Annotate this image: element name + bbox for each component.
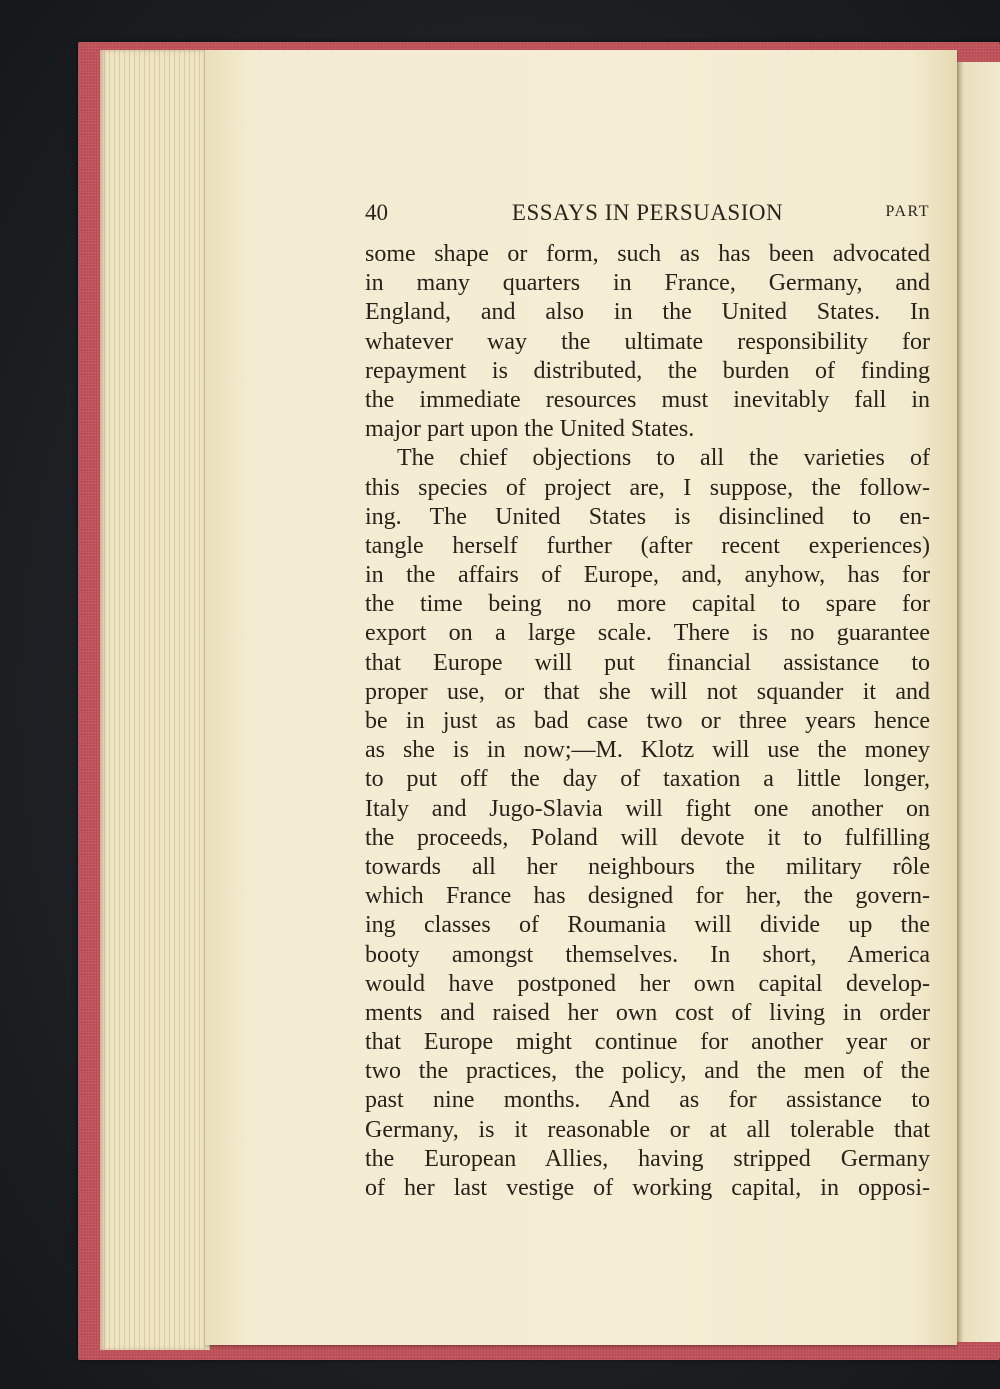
text-line: tangle herself further (after recent experiences) [365,532,930,559]
text-line: which France has designed for her, the govern- [365,883,930,910]
section-label: PART [885,203,930,220]
text-line: that Europe will put financial assistance to [365,649,930,676]
running-head [365,200,930,230]
text-line: ments and raised her own cost of living in order [365,999,930,1026]
text-line: England, and also in the United States. In [365,299,930,326]
text-line: be in just as bad case two or three years hence [365,708,930,734]
text-line: some shape or form, such as has been advocated [365,241,930,267]
text-line: the European Allies, having stripped Germany [365,1145,930,1172]
text-line: Germany, is it reasonable or at all tolerable that [365,1116,930,1143]
text-line: Italy and Jugo-Slavia will fight one another on [365,795,930,822]
text-line: ing. The United States is disinclined to en- [365,503,930,530]
text-line: the time being no more capital to spare for [365,591,930,618]
text-line: The chief objections to all the varieties of [397,445,930,472]
text-line: towards all her neighbours the military rôle [365,853,930,880]
text-line: whatever way the ultimate responsibility for [365,328,930,355]
page-number: 40 [365,200,388,225]
text-line: would have postponed her own capital develop- [365,970,930,997]
book-page [205,50,957,1345]
text-line: of her last vestige of working capital, in opposi- [365,1175,930,1201]
text-line: two the practices, the policy, and the men of the [365,1058,930,1085]
facing-page-edge [952,62,1000,1342]
running-title: ESSAYS IN PERSUASION [511,200,784,225]
text-line: the proceeds, Poland will devote it to fulfilling [365,824,930,851]
text-line: to put off the day of taxation a little longer, [365,766,930,793]
text-line: in the affairs of Europe, and, anyhow, has for [365,562,930,589]
text-line: that Europe might continue for another year or [365,1029,930,1056]
text-line: major part upon the United States. [365,416,695,443]
text-line: as she is in now;—M. Klotz will use the money [365,737,930,764]
text-line: the immediate resources must inevitably fall in [365,386,930,413]
text-line: this species of project are, I suppose, the follow- [365,474,930,501]
text-line: ing classes of Roumania will divide up the [365,912,930,939]
text-line: proper use, or that she will not squander it and [365,678,930,705]
text-line: in many quarters in France, Germany, and [365,270,930,297]
body-text [365,240,930,1203]
text-line: repayment is distributed, the burden of finding [365,357,930,384]
text-line: past nine months. And as for assistance to [365,1087,930,1114]
text-line: export on a large scale. There is no guarantee [365,620,930,647]
text-line: booty amongst themselves. In short, America [365,941,930,968]
page-block-edges [100,50,210,1350]
